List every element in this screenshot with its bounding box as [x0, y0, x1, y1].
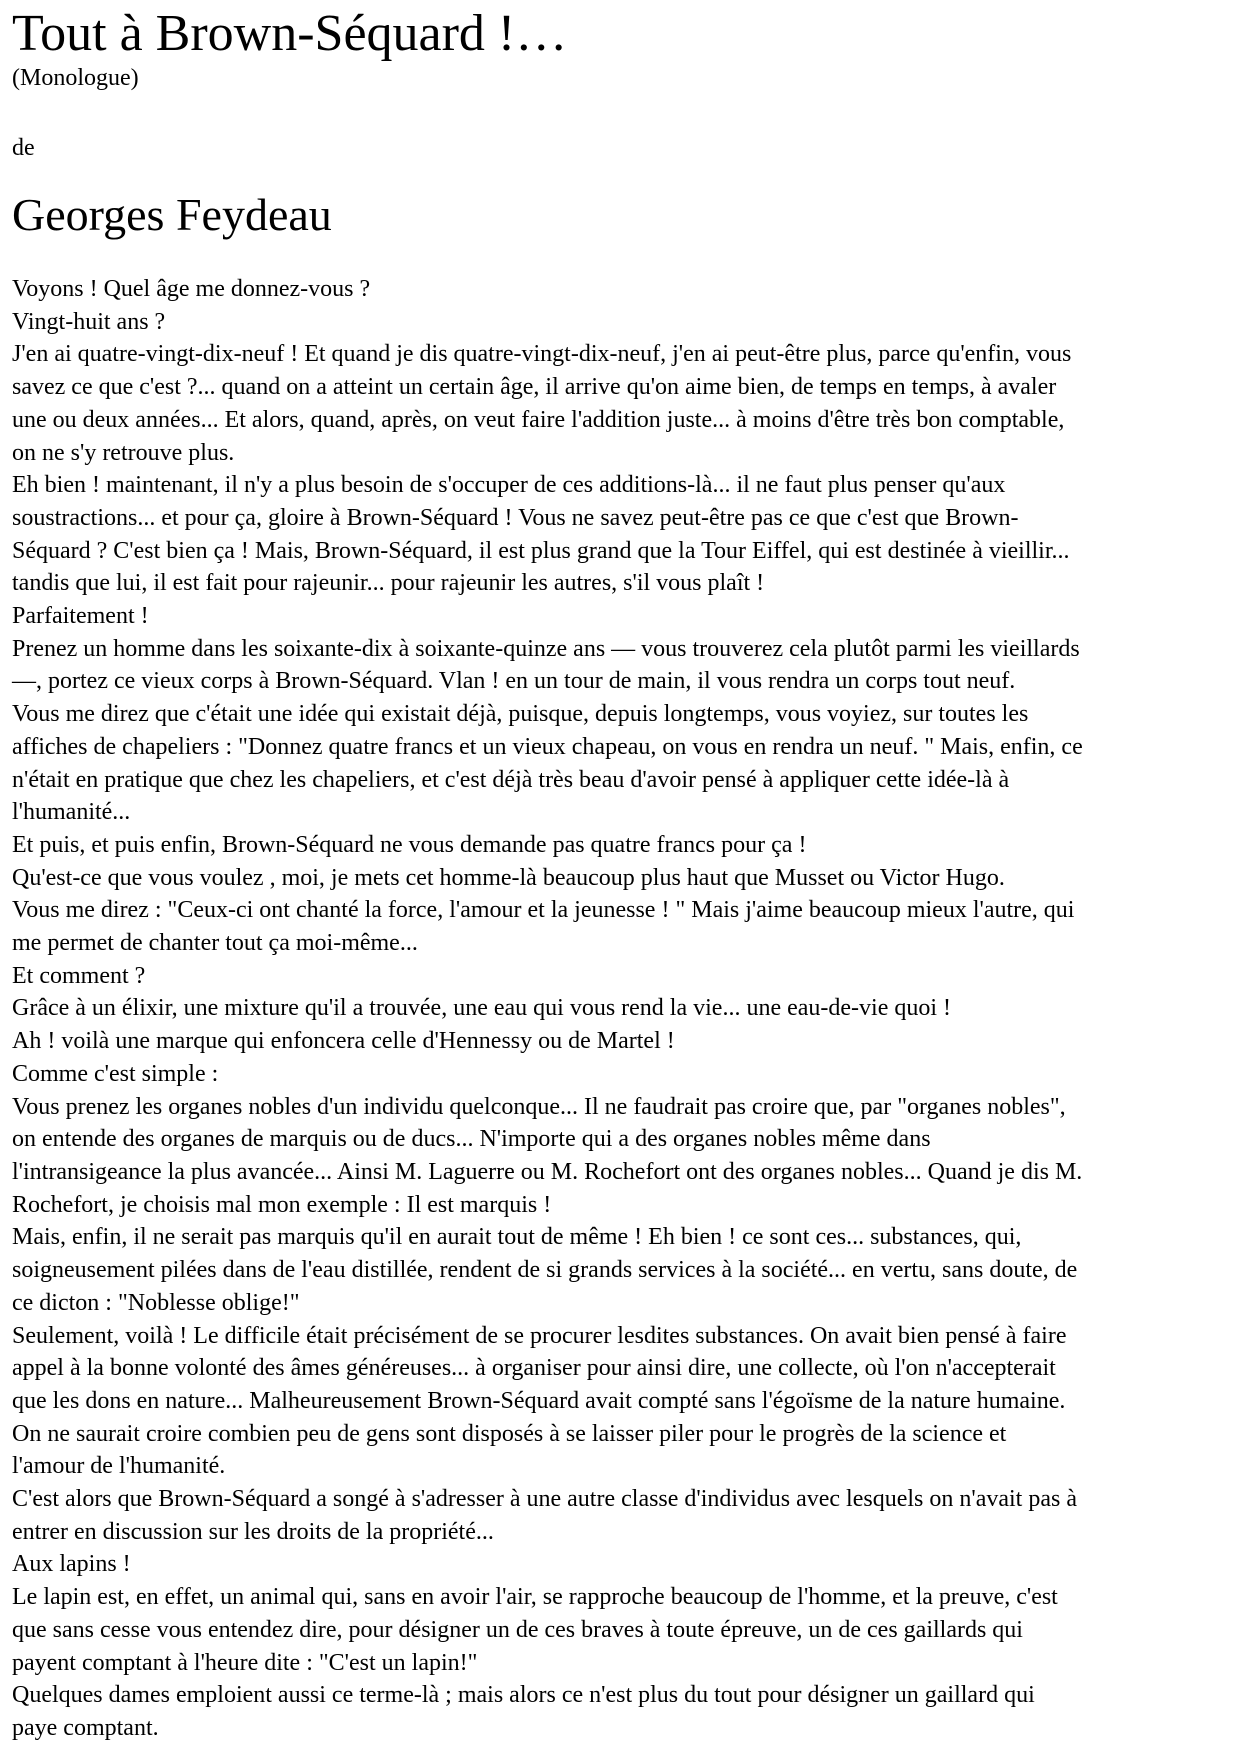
text-line: Rochefort, je choisis mal mon exemple : Il est marquis ! — [12, 1191, 552, 1218]
text-line: soustractions... et pour ça, gloire à Brown-Séquard ! Vous ne savez peut-être pas ce que c'est que Brown- — [12, 504, 1019, 531]
text-line: Comme c'est simple : — [12, 1060, 219, 1087]
text-line: Prenez un homme dans les soixante-dix à soixante-quinze ans — vous trouverez cela plutôt parmi les vieillards — [12, 635, 1080, 662]
text-line: l'amour de l'humanité. — [12, 1453, 226, 1480]
text-line: Voyons ! Quel âge me donnez-vous ? — [12, 276, 371, 302]
text-line: Vingt-huit ans ? — [12, 308, 166, 335]
text-line: payent comptant à l'heure dite : "C'est un lapin!" — [12, 1649, 478, 1676]
page-title: Tout à Brown-Séquard !… — [12, 5, 568, 62]
text-line: Séquard ? C'est bien ça ! Mais, Brown-Séquard, il est plus grand que la Tour Eiffel, qui est destinée à vieillir... — [12, 537, 1070, 564]
text-line: Vous me direz que c'était une idée qui existait déjà, puisque, depuis longtemps, vous voyiez, sur toutes les — [12, 701, 1029, 728]
text-line: tandis que lui, il est fait pour rajeunir... pour rajeunir les autres, s'il vous plaît ! — [12, 570, 765, 597]
text-line: C'est alors que Brown-Séquard a songé à s'adresser à une autre classe d'individus avec lesquels on n'avait pas à — [12, 1486, 1077, 1513]
text-line: on ne s'y retrouve plus. — [12, 439, 235, 466]
text-line: On ne saurait croire combien peu de gens sont disposés à se laisser piler pour le progrès de la science et — [12, 1420, 1007, 1447]
text-line: Le lapin est, en effet, un animal qui, sans en avoir l'air, se rapproche beaucoup de l'homme, et la preuve, c'est — [12, 1584, 1058, 1611]
text-line: l'humanité... — [12, 799, 131, 826]
text-line: on entende des organes de marquis ou de ducs... N'importe qui a des organes nobles même dans — [12, 1126, 931, 1153]
text-line: Et puis, et puis enfin, Brown-Séquard ne vous demande pas quatre francs pour ça ! — [12, 831, 807, 858]
subtitle-monologue: (Monologue) — [12, 65, 139, 91]
text-line: Vous prenez les organes nobles d'un individu quelconque... Il ne faudrait pas croire que, par "organes nobles", — [12, 1093, 1066, 1120]
text-line: l'intransigeance la plus avancée... Ainsi M. Laguerre ou M. Rochefort ont des organes nobles... Quand je dis M. — [12, 1158, 1083, 1185]
text-line: J'en ai quatre-vingt-dix-neuf ! Et quand je dis quatre-vingt-dix-neuf, j'en ai peut-être plus, parce qu'enfin, vous — [12, 341, 1072, 368]
text-line: Et comment ? — [12, 962, 146, 989]
author-name: Georges Feydeau — [12, 189, 332, 240]
text-line: Parfaitement ! — [12, 603, 149, 630]
text-line: que les dons en nature... Malheureusement Brown-Séquard avait compté sans l'égoïsme de la nature humaine. — [12, 1387, 1066, 1414]
text-line: paye comptant. — [12, 1714, 159, 1741]
text-line: Aux lapins ! — [12, 1551, 131, 1578]
text-line: que sans cesse vous entendez dire, pour désigner un de ces braves à toute épreuve, un de ces gaillards qui — [12, 1616, 1023, 1643]
monologue-text — [12, 273, 1228, 1745]
text-line: Seulement, voilà ! Le difficile était précisément de se procurer lesdites substances. On avait bien pensé à faire — [12, 1322, 1067, 1349]
text-line: savez ce que c'est ?... quand on a atteint un certain âge, il arrive qu'on aime bien, de temps en temps, à avaler — [12, 374, 1057, 401]
text-line: appel à la bonne volonté des âmes généreuses... à organiser pour ainsi dire, une collecte, où l'on n'accepterait — [12, 1355, 1056, 1382]
text-line: me permet de chanter tout ça moi-même... — [12, 930, 418, 957]
text-line: Vous me direz : "Ceux-ci ont chanté la force, l'amour et la jeunesse ! " Mais j'aime beaucoup mieux l'autre, qui — [12, 897, 1075, 924]
text-line: affiches de chapeliers : "Donnez quatre francs et un vieux chapeau, on vous en rendra un neuf. " Mais, enfin, ce — [12, 733, 1083, 760]
text-line: soigneusement pilées dans de l'eau distillée, rendent de si grands services à la société... en vertu, sans doute, de — [12, 1257, 1078, 1284]
text-line: —, portez ce vieux corps à Brown-Séquard. Vlan ! en un tour de main, il vous rendra un corps tout neuf. — [12, 668, 1016, 695]
text-line: Qu'est-ce que vous voulez , moi, je mets cet homme-là beaucoup plus haut que Musset ou Victor Hugo. — [12, 864, 1005, 891]
byline-de: de — [12, 135, 35, 161]
text-line: ce dicton : "Noblesse oblige!" — [12, 1289, 300, 1316]
text-line: Eh bien ! maintenant, il n'y a plus besoin de s'occuper de ces additions-là... il ne faut plus penser qu'aux — [12, 472, 1006, 499]
text-line: une ou deux années... Et alors, quand, après, on veut faire l'addition juste... à moins d'être très bon comptable, — [12, 406, 1065, 433]
text-line: Mais, enfin, il ne serait pas marquis qu'il en aurait tout de même ! Eh bien ! ce sont ces... substances, qui, — [12, 1224, 1022, 1251]
text-line: n'était en pratique que chez les chapeliers, et c'est déjà très beau d'avoir pensé à appliquer cette idée-là à — [12, 766, 1010, 793]
text-line: Quelques dames emploient aussi ce terme-là ; mais alors ce n'est plus du tout pour désigner un gaillard qui — [12, 1682, 1035, 1709]
text-line: entrer en discussion sur les droits de la propriété... — [12, 1518, 494, 1545]
text-line: Ah ! voilà une marque qui enfoncera celle d'Hennessy ou de Martel ! — [12, 1028, 675, 1055]
text-line: Grâce à un élixir, une mixture qu'il a trouvée, une eau qui vous rend la vie... une eau-de-vie quoi ! — [12, 995, 952, 1022]
